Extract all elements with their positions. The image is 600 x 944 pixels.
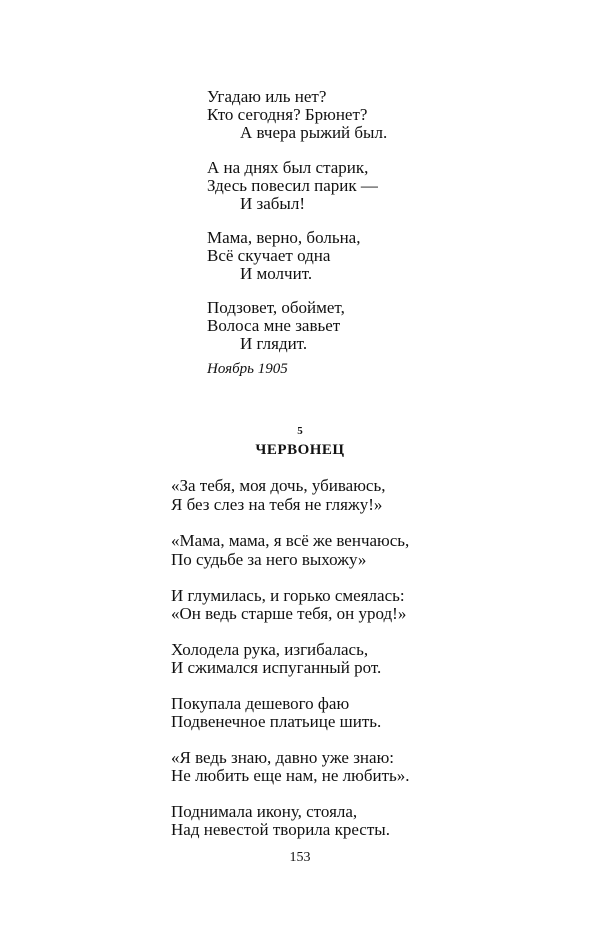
- verse-line: А вчера рыжий был.: [240, 123, 388, 142]
- verse-line: И глядит.: [240, 334, 308, 353]
- verse-line: Угадаю иль нет?: [207, 87, 327, 106]
- verse-line: «Я ведь знаю, давно уже знаю:: [171, 748, 394, 767]
- verse-line: И молчит.: [240, 264, 313, 283]
- verse-line: Поднимала икону, стояла,: [171, 802, 358, 821]
- verse-line: А на днях был старик,: [207, 158, 369, 177]
- verse-line: Волоса мне завьет: [207, 316, 341, 335]
- verse-line: Здесь повесил парик —: [207, 176, 378, 195]
- verse-line: Подвенечное платьице шить.: [171, 712, 382, 731]
- verse-line: И забыл!: [240, 194, 306, 213]
- poem-number: 5: [297, 425, 303, 437]
- verse-line: Покупала дешевого фаю: [171, 694, 350, 713]
- verse-line: Кто сегодня? Брюнет?: [207, 105, 368, 124]
- verse-line: И сжимался испуганный рот.: [171, 658, 382, 677]
- verse-line: И глумилась, и горько смеялась:: [171, 586, 405, 605]
- verse-line: Я без слез на тебя не гляжу!»: [171, 495, 383, 514]
- verse-line: Всё скучает одна: [207, 246, 331, 265]
- verse-line: «За тебя, моя дочь, убиваюсь,: [171, 476, 386, 495]
- verse-line: Подзовет, обоймет,: [207, 298, 345, 317]
- poem-date: Ноябрь 1905: [207, 361, 288, 377]
- verse-line: Над невестой творила кресты.: [171, 820, 390, 839]
- verse-line: По судьбе за него выхожу»: [171, 550, 367, 569]
- page-number: 153: [289, 850, 311, 865]
- verse-line: Не любить еще нам, не любить».: [171, 766, 410, 785]
- verse-line: «Мама, мама, я всё же венчаюсь,: [171, 531, 410, 550]
- verse-line: Мама, верно, больна,: [207, 228, 361, 247]
- verse-line: Холодела рука, изгибалась,: [171, 640, 369, 659]
- poem-title: ЧЕРВОНЕЦ: [255, 442, 345, 458]
- verse-line: «Он ведь старше тебя, он урод!»: [171, 604, 407, 623]
